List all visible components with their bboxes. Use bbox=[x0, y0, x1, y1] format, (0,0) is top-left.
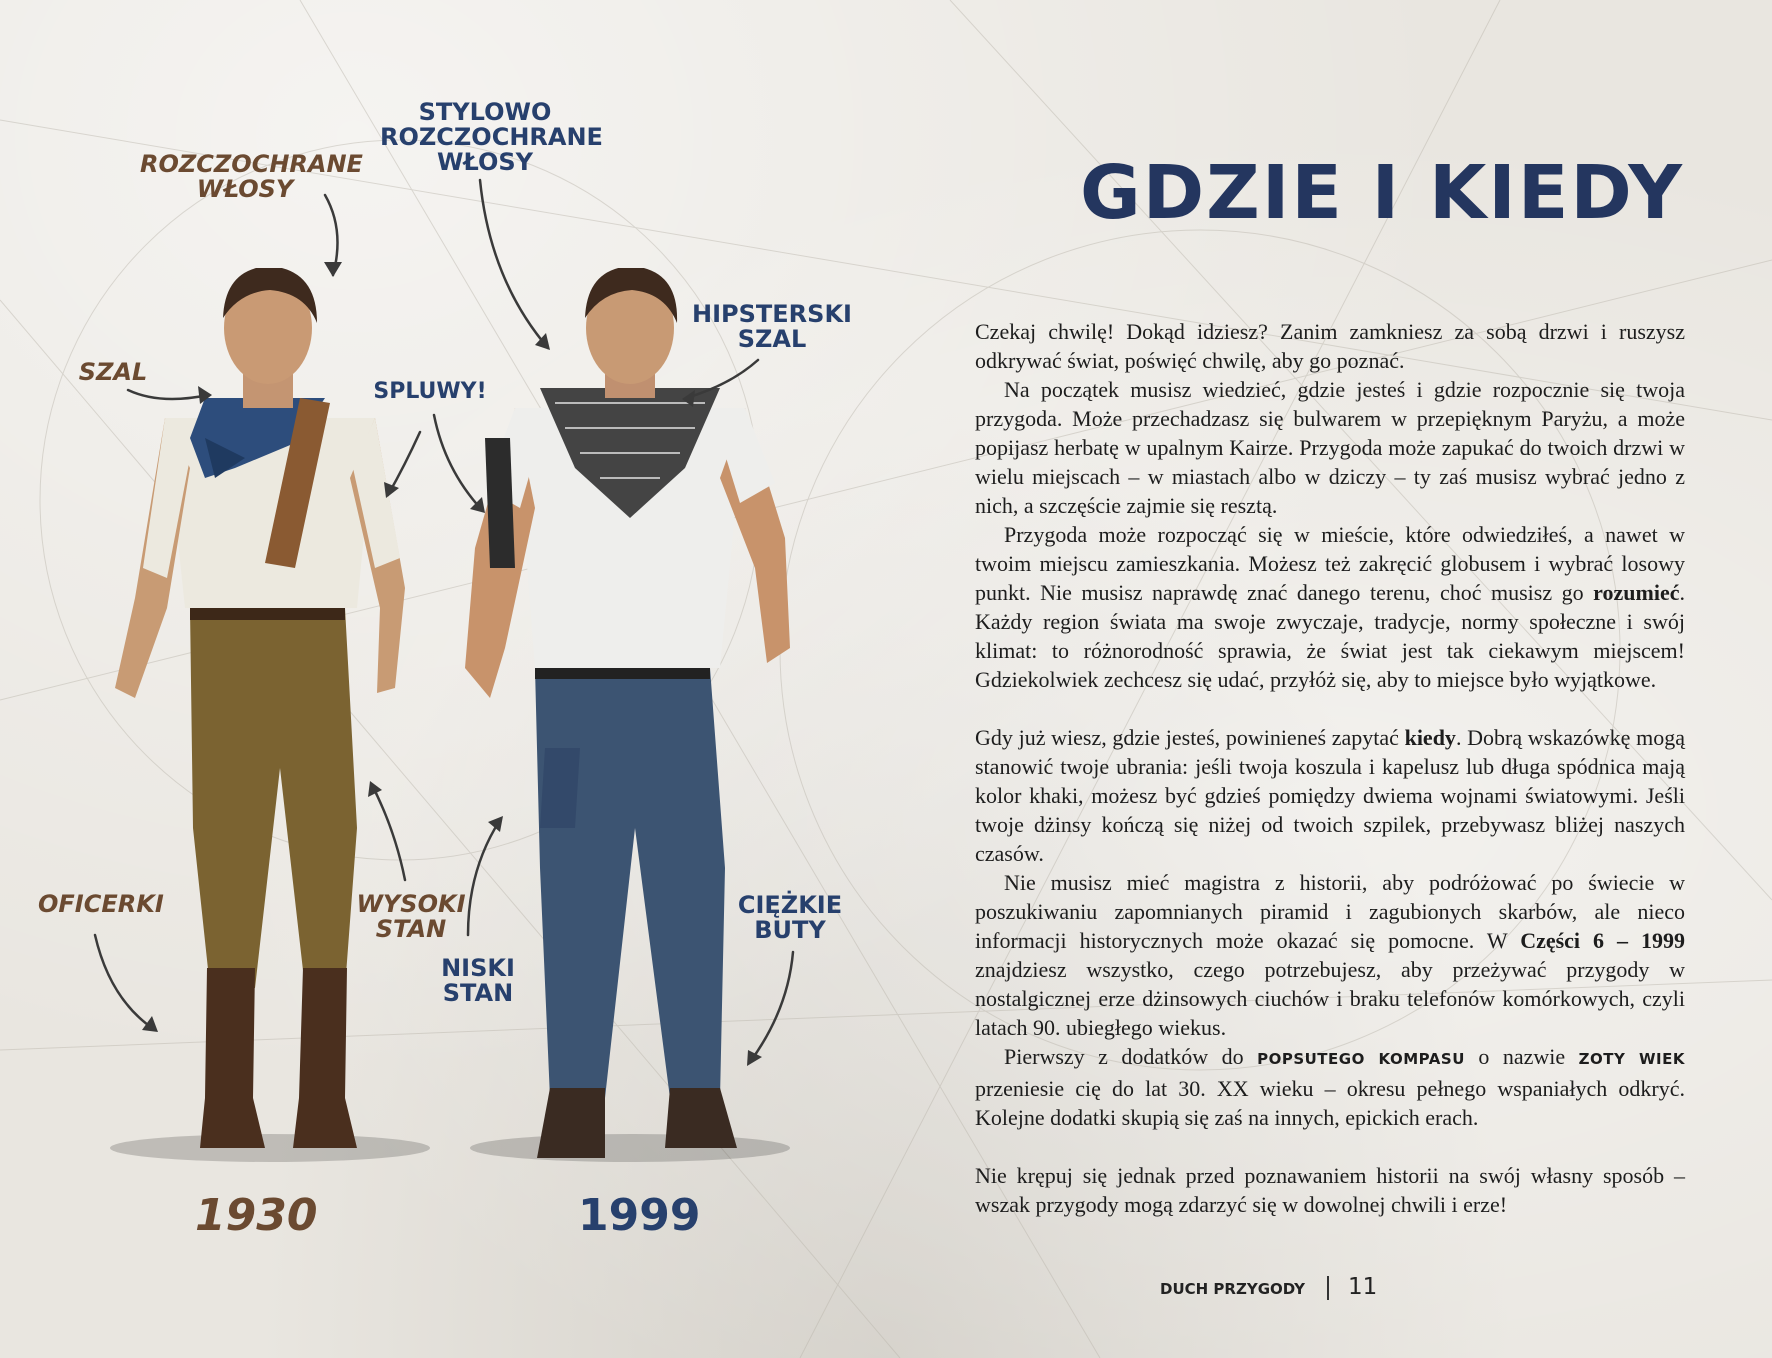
paragraph-5 bbox=[975, 868, 1685, 1042]
year-1999: 1999 bbox=[578, 1190, 701, 1241]
label-1930-boots: OFICERKI bbox=[38, 890, 164, 918]
paragraph-6-book-title: POPSUTEGO KOMPASU bbox=[1257, 1050, 1465, 1068]
paragraph-7: Nie krępuj się jednak przed poznawaniem historii na swój własny sposób – wszak przygody mogą zdarzyć się w dowolnej chwili i erze! bbox=[975, 1163, 1685, 1217]
page-title: GDZIE I KIEDY bbox=[1080, 150, 1685, 236]
paragraph-4-text-b: . Dobrą wskazówkę mogą stanowić twoje ubrania: jeśli twoja koszula i kapelusz lub długa spódnica mają kolor khaki, możesz być gdzieś pomiędzy dwiema wojnami światowymi. Jeśli twoje dżinsy kończą się niżej od twoich szpilek, przebywasz bliżej naszych czasów. bbox=[975, 725, 1685, 866]
paragraph-6-text-a: Pierwszy z dodatków do bbox=[1004, 1044, 1258, 1069]
paragraph-6-text-b: o nazwie bbox=[1464, 1044, 1579, 1069]
label-1930-scarf: SZAL bbox=[78, 358, 148, 386]
page-number: 11 bbox=[1348, 1274, 1378, 1300]
footer-section-title: DUCH PRZYGODY bbox=[1160, 1280, 1305, 1298]
label-1999-scarf: HIPSTERSKI SZAL bbox=[692, 300, 852, 354]
paragraph-3-text-b: . Każdy region świata ma swoje zwyczaje, tradycje, normy społeczne i swój klimat: to różnorodność sprawia, że świat jest tak ciekawym miejscem! Gdziekolwiek zechcesz się udać, przyłóż się, aby to miejsce było wyjątkowe. bbox=[975, 580, 1685, 692]
year-1930: 1930 bbox=[195, 1190, 318, 1241]
page-footer bbox=[1150, 1274, 1550, 1304]
footer-divider bbox=[1327, 1276, 1329, 1300]
paragraph-6-text-c: przeniesie cię do lat 30. XX wieku – okresu pełnego wspaniałych odkryć. Kolejne dodatki skupią się zaś na innych, epickich erach. bbox=[975, 1076, 1685, 1130]
paragraph-6-supplement-title: ZOTY WIEK bbox=[1578, 1050, 1686, 1068]
paragraph-2: Na początek musisz wiedzieć, gdzie jesteś i gdzie rozpocznie się twoja przygoda. Może przechadzasz się bulwarem w przepięknym Paryżu, a może popijasz herbatę w upalnym Kairze. Przygoda może zapukać do twoich drzwi w wielu miejscach – w miastach albo w dziczy – ty zaś musisz wybrać jedno z nich, a szczęście zajmie się resztą. bbox=[975, 377, 1685, 518]
paragraph-5-text-b: znajdziesz wszystko, czego potrzebujesz, aby przeżywać przygody w nostalgicznej erze dżinsowych ciuchów i braku telefonów komórkowych, czyli latach 90. ubiegłego wiekus. bbox=[975, 957, 1685, 1040]
paragraph-4 bbox=[975, 723, 1685, 868]
paragraph-3 bbox=[975, 520, 1685, 694]
character-1999-illustration bbox=[455, 268, 805, 1168]
paragraph-4-bold: kiedy bbox=[1404, 725, 1456, 750]
paragraph-4-text-a: Gdy już wiesz, gdzie jesteś, powinieneś zapytać bbox=[975, 725, 1405, 750]
label-1930-waist: WYSOKI STAN bbox=[356, 890, 466, 944]
paragraph-3-bold: rozumieć bbox=[1593, 580, 1680, 605]
label-1999-hair: STYLOWO ROZCZOCHRANE WŁOSY bbox=[380, 98, 603, 177]
paragraph-5-text-a: Nie musisz mieć magistra z historii, aby podróżować po świecie w poszukiwaniu zapomnianych piramid i zagubionych skarbów, ale nieco informacji historycznych może okazać się pomocne. W bbox=[975, 870, 1685, 953]
paragraph-3-text-a: Przygoda może rozpocząć się w mieście, które odwiedziłeś, a nawet w twoim miejscu zamieszkania. Możesz też zakręcić globusem i wybrać losowy punkt. Nie musisz naprawdę znać danego terenu, choć musisz go bbox=[975, 522, 1685, 605]
label-1999-waist: NISKI STAN bbox=[441, 954, 515, 1008]
article-body bbox=[975, 317, 1685, 1219]
paragraph-1: Czekaj chwilę! Dokąd idziesz? Zanim zamkniesz za sobą drzwi i ruszysz odkrywać świat, poświęć chwilę, aby go poznać. bbox=[975, 319, 1685, 373]
paragraph-6 bbox=[975, 1042, 1685, 1132]
label-1999-boots: CIĘŻKIE BUTY bbox=[737, 891, 843, 945]
label-1930-hair: ROZCZOCHRANE WŁOSY bbox=[140, 150, 363, 204]
paragraph-5-bold: Części 6 – 1999 bbox=[1520, 928, 1685, 953]
label-guns: SPLUWY! bbox=[373, 379, 487, 404]
